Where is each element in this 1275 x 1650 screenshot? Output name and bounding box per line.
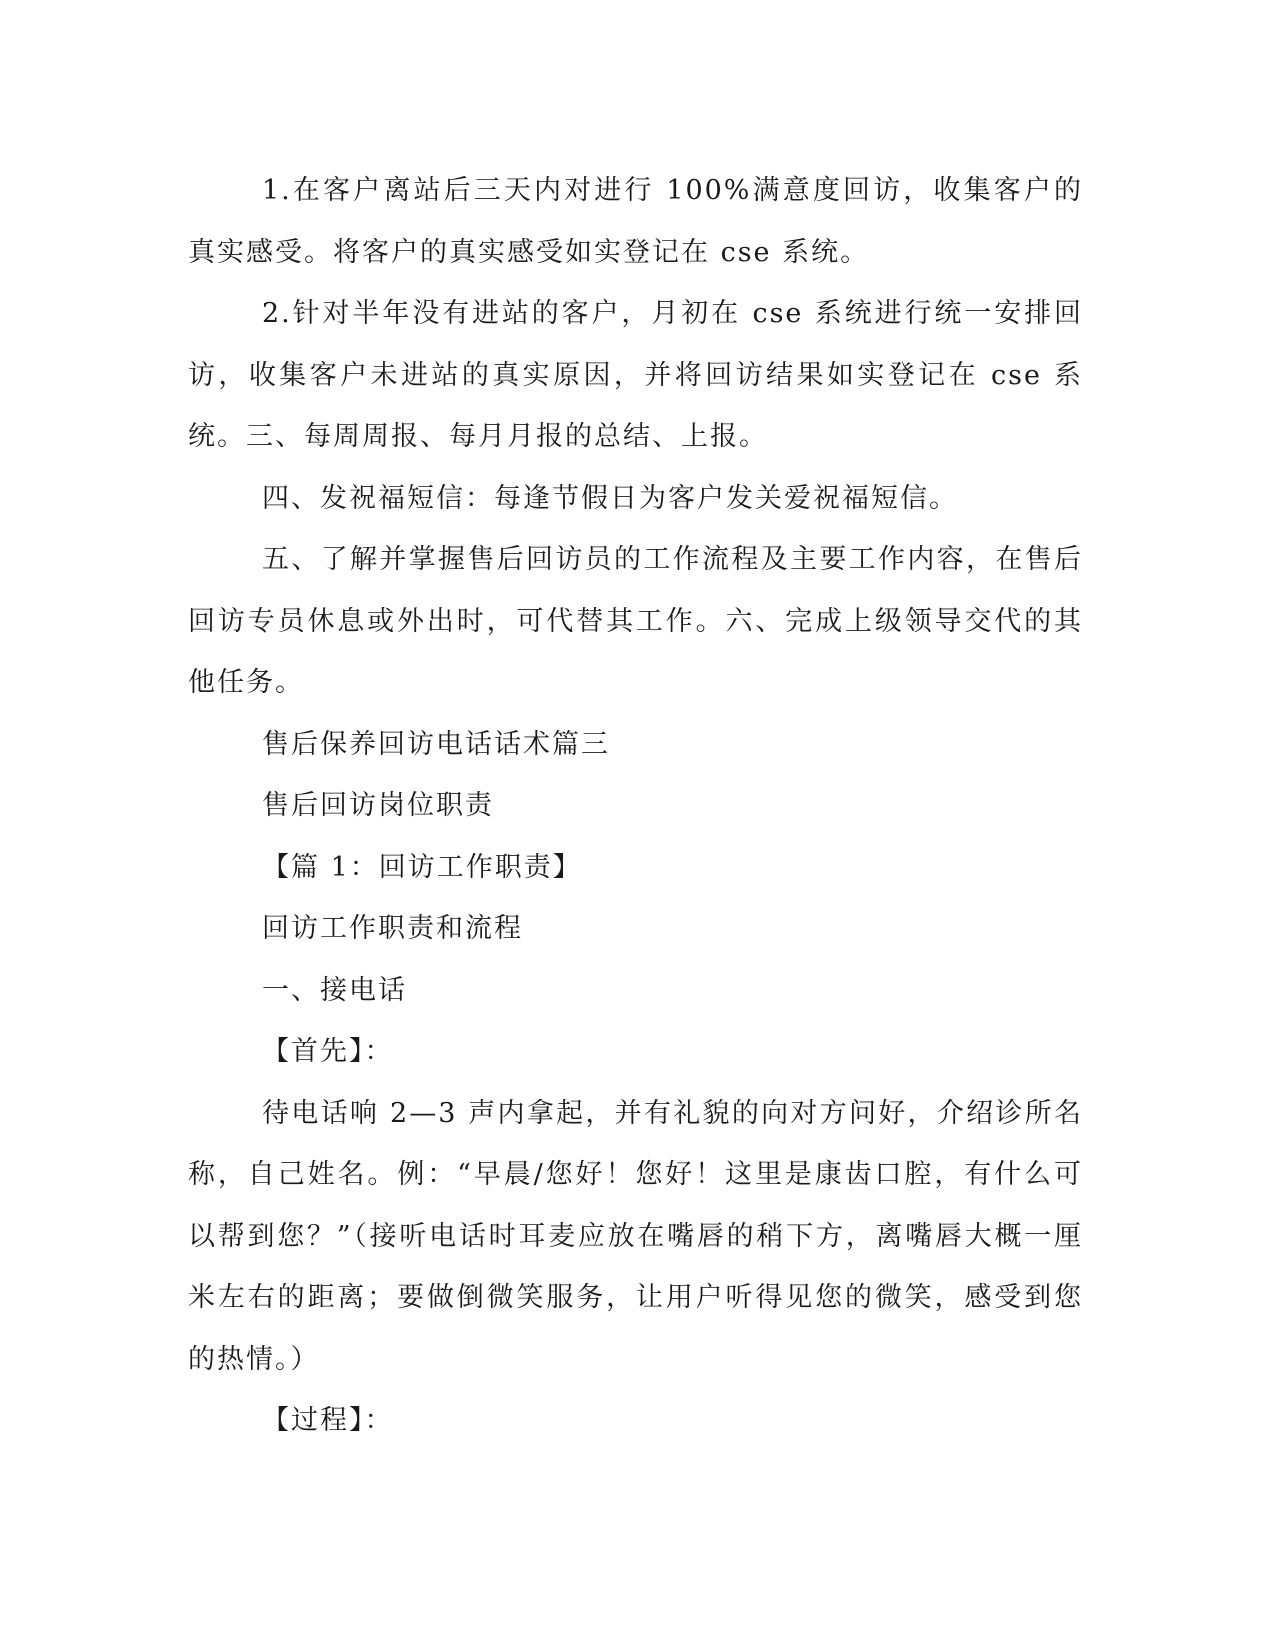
label-process: 【过程】： xyxy=(262,1405,394,1436)
section-heading-duties-and-process: 回访工作职责和流程 xyxy=(262,913,523,944)
label-first: 【首先】： xyxy=(262,1036,394,1067)
paragraph-inactive-customer-followup: 2.针对半年没有进站的客户，月初在 cse 系统进行统一安排回访，收集客户未进站的真实原因，并将回访结果如实登记在 cse 系统。三、每周周报、每月月报的总结、上报。 xyxy=(188,298,1083,452)
paragraph-holiday-sms: 四、发祝福短信：每逢节假日为客户发关爱祝福短信。 xyxy=(262,482,958,514)
section-heading-part-three: 售后保养回访电话话术篇三 xyxy=(262,728,610,760)
section-heading-chapter-one: 【篇 1：回访工作职责】 xyxy=(262,851,582,883)
paragraph-backup-duties: 五、了解并掌握售后回访员的工作流程及主要工作内容，在售后回访专员休息或外出时，可代替其工作。六、完成上级领导交代的其他任务。 xyxy=(188,544,1083,698)
paragraph-satisfaction-followup: 1.在客户离站后三天内对进行 100%满意度回访，收集客户的真实感受。将客户的真实感受如实登记在 cse 系统。 xyxy=(188,175,1083,268)
section-heading-answer-phone: 一、接电话 xyxy=(262,974,407,1006)
section-heading-job-duties: 售后回访岗位职责 xyxy=(262,790,494,821)
paragraph-phone-greeting: 待电话响 2—3 声内拿起，并有礼貌的向对方问好，介绍诊所名称，自己姓名。例：“早晨/您好！您好！这里是康齿口腔，有什么可以帮到您？”（接听电话时耳麦应放在嘴唇的稍下方，离嘴唇大概一厘米左右的距离；要做倒微笑服务，让用户听得见您的微笑，感受到您的热情。） xyxy=(188,1097,1083,1375)
document-body xyxy=(188,160,1083,1452)
